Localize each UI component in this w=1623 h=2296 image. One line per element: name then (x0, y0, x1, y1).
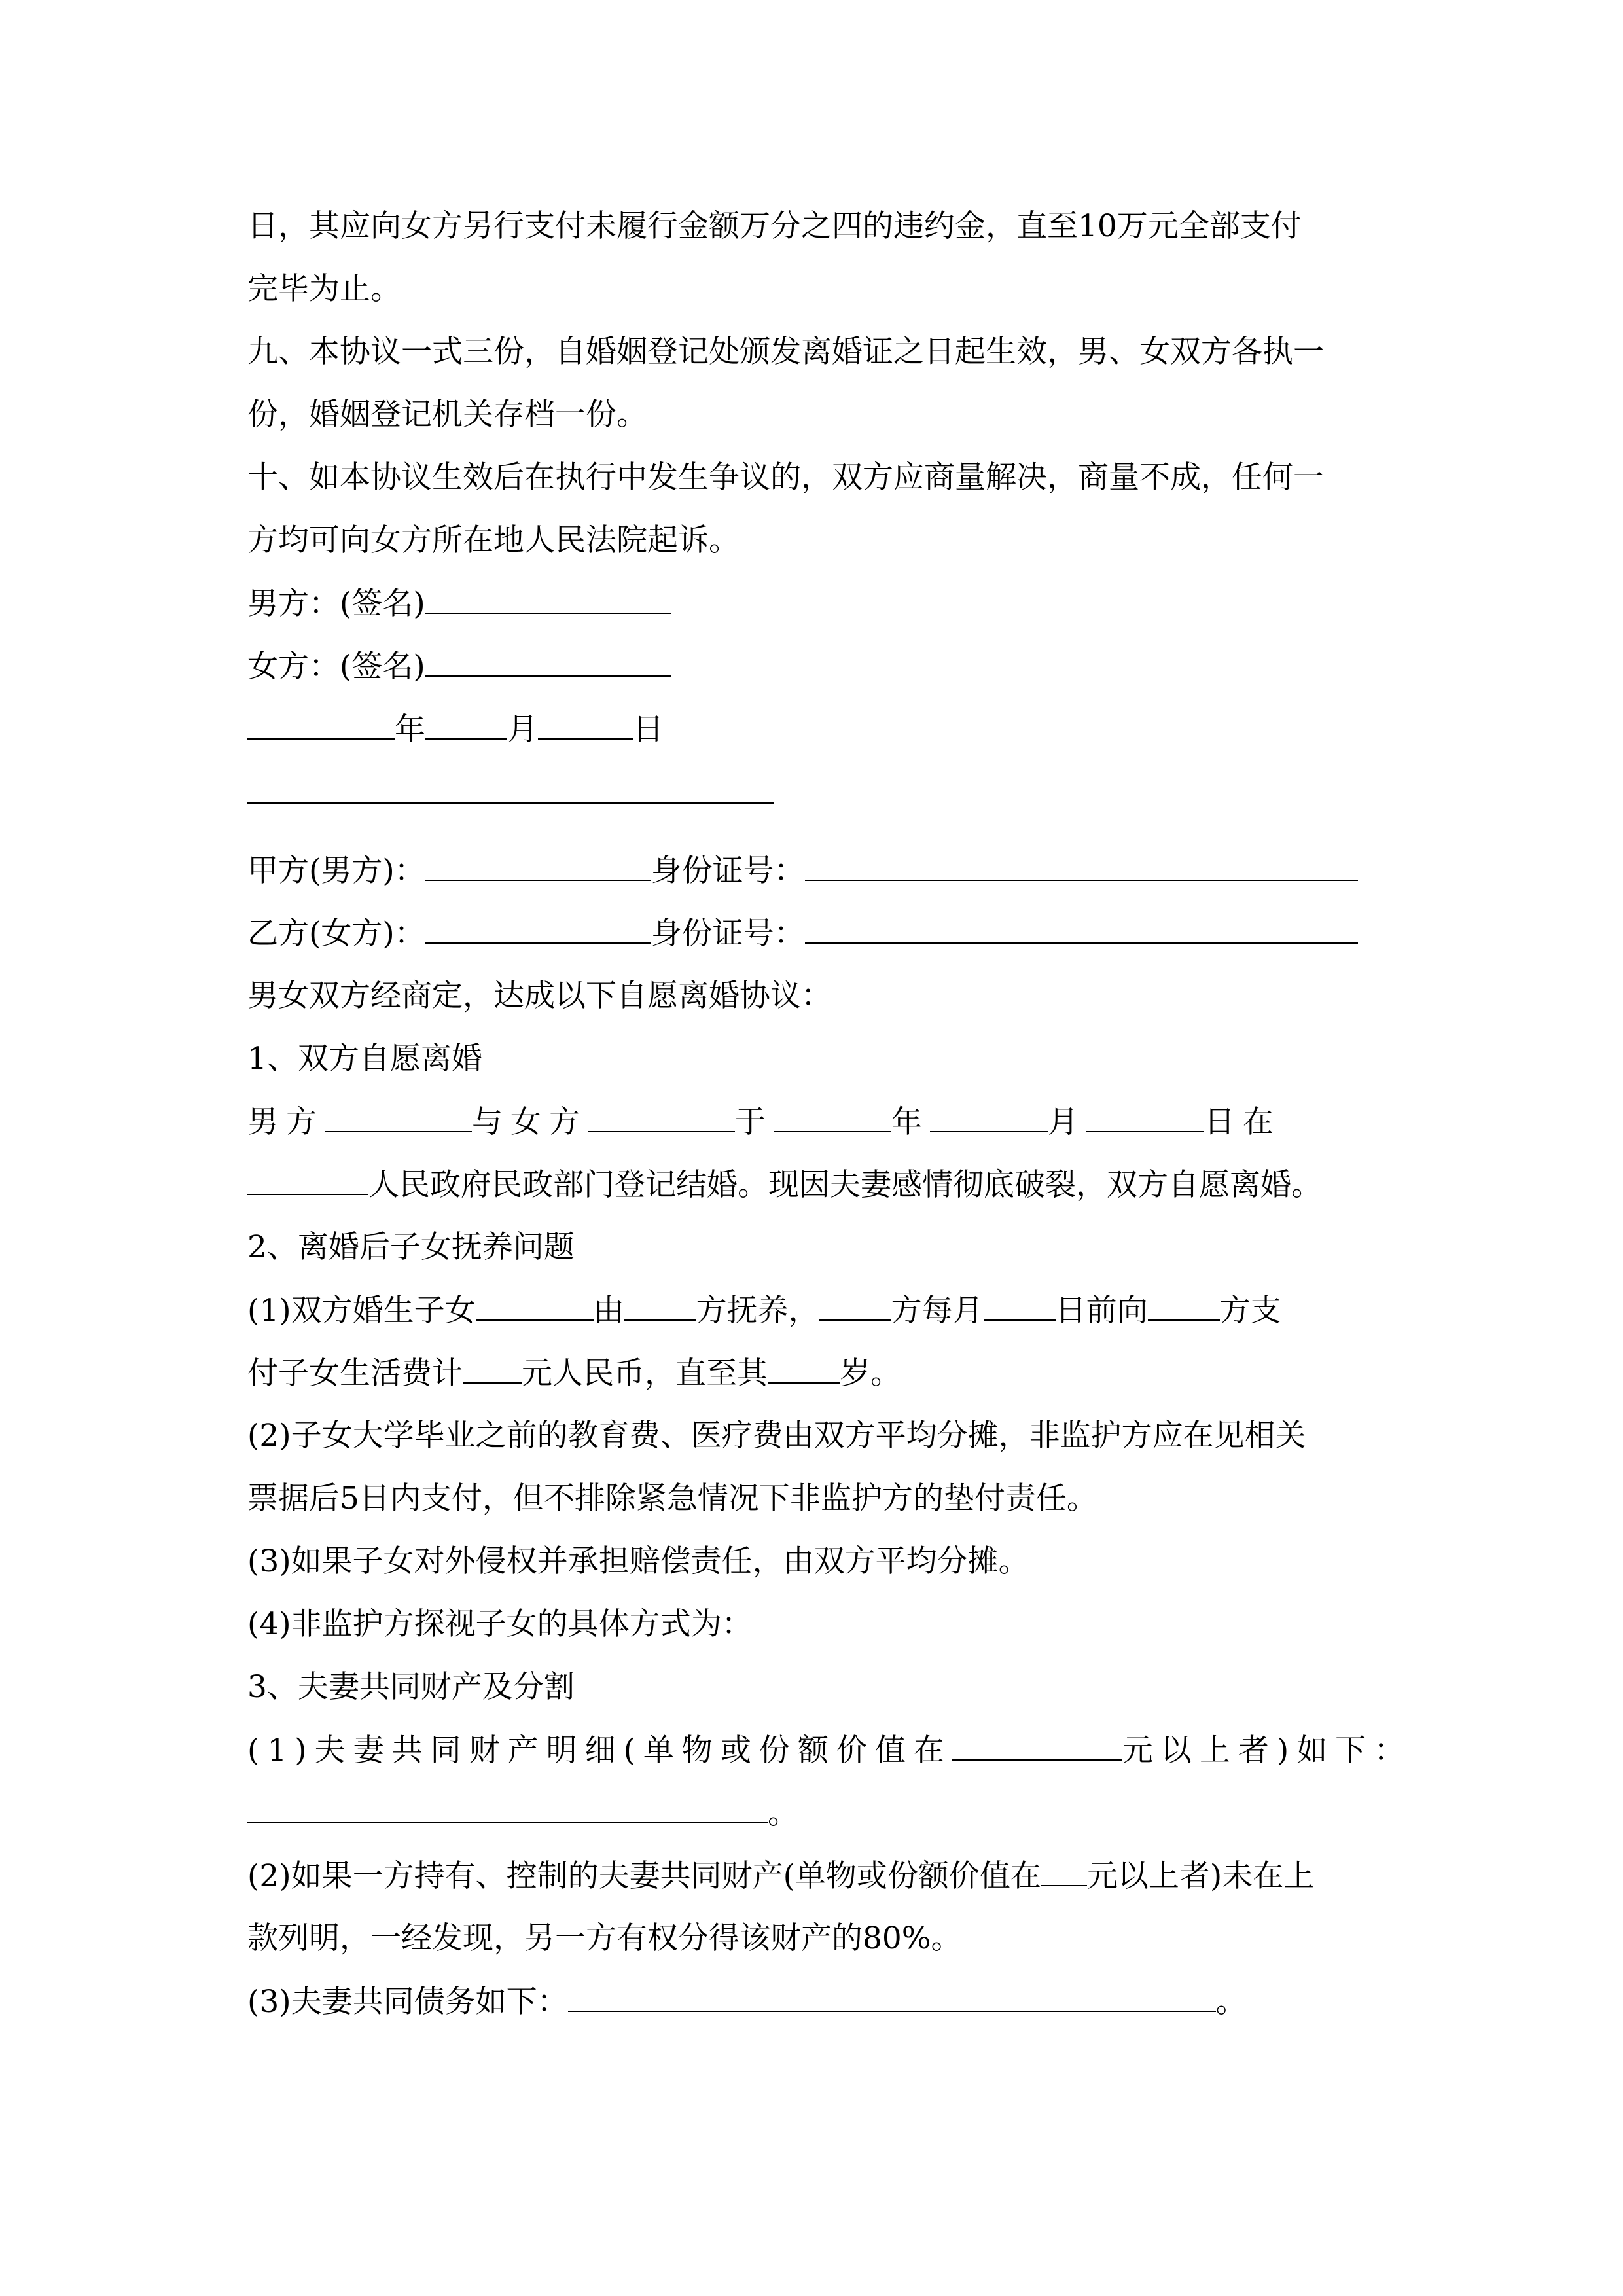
custodian-field[interactable] (624, 1291, 696, 1321)
section-3-title: 3、夫妻共同财产及分割 (247, 1669, 575, 1705)
clause-10-line-1: 十、如本协议生效后在执行中发生争议的，双方应商量解决，商量不成，任何一 (247, 459, 1324, 495)
property-threshold-field[interactable] (952, 1731, 1122, 1761)
agreement-intro: 男女双方经商定，达成以下自愿离婚协议： (247, 978, 832, 1014)
education-clause-line-2: 票据后5日内支付，但不排除紧急情况下非监护方的垫付责任。 (247, 1480, 1097, 1516)
party-b-id-label: 身份证号： (651, 916, 805, 952)
day-label: 日 (633, 711, 664, 747)
registration-rest: 人民政府民政部门登记结婚。现因夫妻感情彻底破裂，双方自愿离婚。 (368, 1167, 1322, 1203)
child-support-age-field[interactable] (768, 1354, 840, 1384)
property-list-text-b: 元以上者)如下： (1122, 1732, 1413, 1768)
property-list-row (247, 1731, 1412, 1770)
children-field[interactable] (476, 1291, 594, 1321)
male-signature-label: 男方：(签名) (247, 586, 425, 622)
liability-clause: (3)如果子女对外侵权并承担赔偿责任，由双方平均分摊。 (247, 1543, 1029, 1579)
property-list-end: 。 (768, 1795, 798, 1831)
child-custody-text-e: 日前向 (1055, 1293, 1148, 1329)
signature-year-field[interactable] (247, 709, 395, 740)
child-support-text-h: 元人民币，直至其 (522, 1355, 768, 1391)
party-a-name-field[interactable] (425, 851, 651, 881)
year-label: 年 (395, 711, 425, 747)
education-clause-line-1: (2)子女大学毕业之前的教育费、医疗费由双方平均分摊，非监护方应在见相关 (247, 1418, 1306, 1454)
party-a-label: 甲方(男方)： (247, 853, 425, 889)
section-divider (247, 802, 774, 804)
child-custody-text-a: (1)双方婚生子女 (247, 1293, 476, 1329)
visitation-clause: (4)非监护方探视子女的具体方式为： (247, 1606, 753, 1642)
property-list-detail-row (247, 1793, 798, 1833)
marriage-registration-continued (247, 1165, 1322, 1205)
marriage-month-field[interactable] (930, 1102, 1048, 1132)
joint-debt-row (247, 1982, 1247, 2022)
clause-9-line-1: 九、本协议一式三份，自婚姻登记处颁发离婚证之日起生效，男、女双方各执一 (247, 334, 1324, 370)
child-support-amount-field[interactable] (463, 1354, 522, 1384)
property-list-field[interactable] (247, 1793, 768, 1823)
child-custody-row-1 (247, 1291, 1281, 1331)
hidden-property-row-1 (247, 1856, 1314, 1896)
section-2-title: 2、离婚后子女抚养问题 (247, 1229, 575, 1265)
child-support-text-g: 付子女生活费计 (247, 1355, 463, 1391)
marriage-year-label: 年 (891, 1104, 930, 1140)
marriage-day-field[interactable] (1086, 1102, 1204, 1132)
signature-date-row (247, 709, 664, 749)
marriage-registration-row (247, 1102, 1281, 1142)
child-custody-text-d: 方每月 (891, 1293, 984, 1329)
party-a-id-label: 身份证号： (651, 853, 805, 889)
clause-10-line-2: 方均可向女方所在地人民法院起诉。 (247, 522, 740, 558)
signature-day-field[interactable] (538, 709, 633, 740)
female-signature-field[interactable] (425, 647, 671, 677)
party-a-id-field[interactable] (805, 851, 1358, 881)
with-female-label: 与女方 (472, 1104, 588, 1140)
male-signature-field[interactable] (425, 584, 671, 614)
female-signature-label: 女方：(签名) (247, 649, 425, 685)
payment-day-field[interactable] (984, 1291, 1056, 1321)
child-custody-text-c: 方抚养， (696, 1293, 819, 1329)
hidden-property-row-2: 款列明，一经发现，另一方有权分得该财产的80%。 (247, 1920, 962, 1956)
male-label: 男方 (247, 1104, 325, 1140)
marriage-year-field[interactable] (774, 1102, 891, 1132)
party-a-row (247, 851, 1358, 891)
payer-field[interactable] (819, 1291, 891, 1321)
joint-debt-end: 。 (1215, 1984, 1247, 2020)
month-label: 月 (507, 711, 538, 747)
child-custody-row-2 (247, 1354, 901, 1393)
child-custody-text-b: 由 (593, 1293, 624, 1329)
female-name-field[interactable] (588, 1102, 735, 1132)
clause-continued-line-2: 完毕为止。 (247, 271, 401, 307)
clause-continued-line-1: 日，其应向女方另行支付未履行金额万分之四的违约金，直至10万元全部支付 (247, 208, 1302, 244)
party-b-row (247, 914, 1358, 954)
child-custody-text-f: 方支 (1219, 1293, 1281, 1329)
property-list-text-a: (1)夫妻共同财产明细(单物或份额价值在 (247, 1732, 952, 1768)
male-signature-row (247, 584, 671, 624)
party-b-name-field[interactable] (425, 914, 651, 944)
marriage-month-label: 月 (1048, 1104, 1086, 1140)
child-support-text-i: 岁。 (840, 1355, 901, 1391)
female-signature-row (247, 647, 671, 687)
on-label: 于 (735, 1104, 774, 1140)
male-name-field[interactable] (325, 1102, 472, 1132)
payee-field[interactable] (1148, 1291, 1220, 1321)
marriage-day-at-label: 日在 (1204, 1104, 1281, 1140)
party-b-id-field[interactable] (805, 914, 1358, 944)
signature-month-field[interactable] (425, 709, 507, 740)
registration-place-field[interactable] (247, 1165, 368, 1195)
section-1-title: 1、双方自愿离婚 (247, 1041, 482, 1077)
joint-debt-label: (3)夫妻共同债务如下： (247, 1984, 568, 2020)
party-b-label: 乙方(女方)： (247, 916, 425, 952)
hidden-property-text-a: (2)如果一方持有、控制的夫妻共同财产(单物或份额价值在 (247, 1858, 1041, 1894)
hidden-property-text-b: 元以上者)未在上 (1086, 1858, 1315, 1894)
hidden-property-threshold-field[interactable] (1041, 1856, 1087, 1886)
clause-9-line-2: 份，婚姻登记机关存档一份。 (247, 397, 647, 433)
joint-debt-field[interactable] (568, 1982, 1216, 2012)
